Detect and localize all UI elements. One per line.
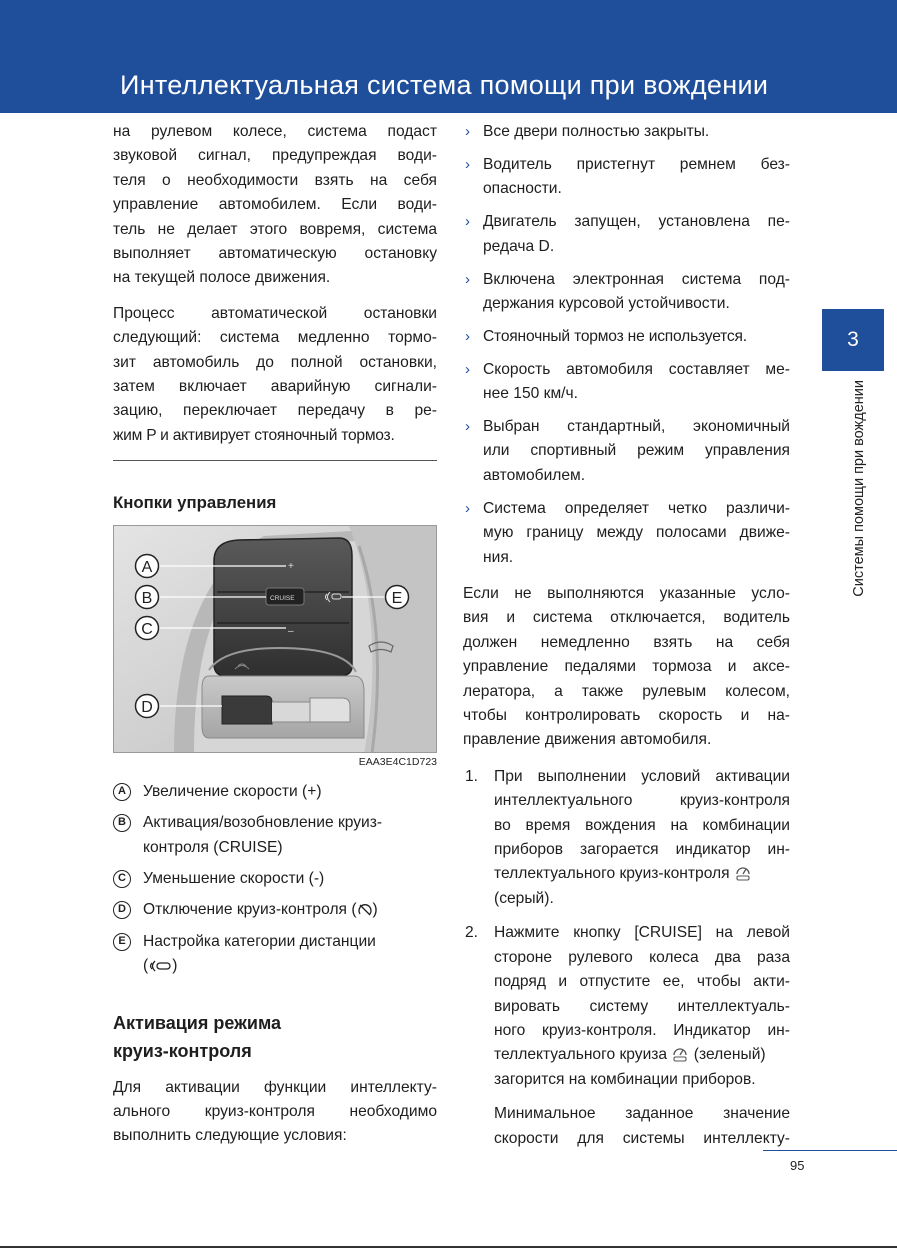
text-line: вировать систему интеллектуаль- bbox=[494, 997, 790, 1015]
text-line: Система определяет четко различи- bbox=[483, 499, 790, 517]
acc-indicator-green-icon bbox=[671, 1046, 689, 1062]
bullet-chevron-icon: › bbox=[465, 213, 470, 231]
text-line: теля о необходимости взять на себя bbox=[113, 171, 437, 189]
callout-c bbox=[136, 616, 159, 639]
text-line: Все двери полностью закрыты. bbox=[483, 123, 710, 140]
svg-text:E: E bbox=[391, 589, 403, 607]
legend-text-part: ) bbox=[372, 901, 378, 919]
step-1 bbox=[463, 765, 790, 911]
text-line: ния. bbox=[483, 548, 514, 566]
step-number: 2. bbox=[465, 924, 479, 942]
legend-text: Настройка категории дистанции bbox=[143, 932, 376, 950]
text-line: звуковой сигнал, предупреждая води- bbox=[113, 147, 437, 165]
text-line-part: теллектуального круиз-контроля bbox=[494, 865, 730, 883]
text-line: выполнить следующие условия: bbox=[113, 1127, 347, 1145]
text-line: выполняет автоматическую остановку bbox=[113, 245, 437, 263]
text-line: ного круиз-контроля. Индикатор ин- bbox=[494, 1021, 790, 1039]
step-number: 1. bbox=[465, 767, 479, 785]
text-line: подряд и отпустите ее, чтобы акти- bbox=[494, 973, 790, 991]
legend-item-d bbox=[113, 898, 437, 922]
text-line: на текущей полосе движения. bbox=[113, 269, 331, 287]
distance-setting-icon bbox=[148, 959, 172, 973]
text-line: ального круиз-контроля необходимо bbox=[113, 1102, 437, 1120]
right-column bbox=[463, 120, 790, 1151]
heading-line: Активация режима bbox=[113, 1012, 282, 1033]
text-line: управление педалями тормоза и аксе- bbox=[463, 658, 790, 676]
legend-letter: C bbox=[113, 870, 131, 888]
legend-text-part: ( bbox=[143, 957, 149, 975]
text-line: скорости для системы интеллекту- bbox=[494, 1129, 790, 1147]
paragraph-driver-takeover bbox=[463, 582, 790, 753]
controls-heading: Кнопки управления bbox=[113, 493, 277, 513]
minus-label: – bbox=[288, 625, 294, 637]
page-number: 95 bbox=[790, 1158, 805, 1173]
text-line: затем включает аварийную сигнали- bbox=[113, 378, 437, 396]
bullet-chevron-icon: › bbox=[465, 360, 470, 378]
legend-letter: E bbox=[113, 933, 131, 951]
text-line: зит автомобиль до полной остановки, bbox=[113, 353, 437, 371]
svg-text:C: C bbox=[141, 620, 153, 638]
text-line: зацию, переключает передачу в ре- bbox=[113, 402, 437, 420]
bullet-chevron-icon: › bbox=[465, 123, 470, 140]
legend-text bbox=[143, 954, 437, 978]
paragraph-auto-stop-process bbox=[113, 302, 437, 448]
legend-item-b bbox=[113, 811, 437, 860]
bullet-chevron-icon: › bbox=[465, 327, 470, 345]
heading-line: круиз-контроля bbox=[113, 1040, 252, 1061]
text-line: автомобилем. bbox=[483, 466, 586, 484]
text-line: Нажмите кнопку [CRUISE] на левой bbox=[494, 924, 790, 942]
cruise-button-label: CRUISE bbox=[270, 594, 295, 602]
text-line: держания курсовой устойчивости. bbox=[483, 294, 730, 312]
text-line bbox=[494, 862, 790, 886]
section-divider bbox=[113, 460, 437, 461]
text-line: управление автомобилем. Если води- bbox=[113, 196, 437, 214]
steering-buttons-figure bbox=[113, 525, 437, 753]
condition-item bbox=[463, 497, 790, 570]
callout-a bbox=[136, 554, 159, 577]
legend-text: Активация/возобновление круиз- bbox=[143, 814, 383, 832]
text-line: редача D. bbox=[483, 237, 555, 255]
page-title: Интеллектуальная система помощи при вождении bbox=[120, 70, 769, 100]
steering-buttons-illustration bbox=[114, 526, 437, 753]
text-line: жим P и активирует стояночный тормоз. bbox=[113, 426, 395, 444]
condition-item bbox=[463, 268, 790, 317]
text-line: тель не делает этого вовремя, система bbox=[113, 220, 437, 238]
bullet-chevron-icon: › bbox=[465, 270, 470, 288]
text-line: (серый). bbox=[494, 889, 554, 907]
text-line bbox=[494, 1043, 790, 1067]
text-line: вия и система отключается, водитель bbox=[463, 609, 790, 627]
legend-text: Уменьшение скорости (-) bbox=[143, 869, 325, 887]
text-line: Если не выполняются указанные усло- bbox=[463, 585, 790, 602]
text-line: интеллектуального круиз-контроля bbox=[494, 792, 790, 810]
left-column bbox=[113, 120, 437, 1149]
text-line: Выбран стандартный, экономичный bbox=[483, 418, 790, 436]
text-line: Скорость автомобиля составляет ме- bbox=[483, 360, 790, 378]
legend-letter: D bbox=[113, 901, 131, 919]
svg-text:D: D bbox=[141, 698, 153, 716]
acc-indicator-gray-icon bbox=[734, 865, 752, 881]
text-line: правление движения автомобиля. bbox=[463, 731, 712, 749]
legend-text: контроля (CRUISE) bbox=[143, 838, 283, 856]
text-line: должен немедленно взять на себя bbox=[463, 633, 790, 651]
text-line: нее 150 км/ч. bbox=[483, 385, 578, 403]
paragraph-activation-conditions bbox=[113, 1076, 437, 1149]
text-line: на рулевом колесе, система подаст bbox=[113, 123, 437, 140]
condition-item bbox=[463, 210, 790, 259]
callout-e bbox=[386, 585, 409, 608]
condition-item bbox=[463, 153, 790, 202]
text-line: Стояночный тормоз не используется. bbox=[483, 327, 747, 345]
figure-code: EAA3E4C1D723 bbox=[358, 755, 437, 768]
text-line: Двигатель запущен, установлена пе- bbox=[483, 213, 790, 231]
legend-letter: B bbox=[113, 814, 131, 832]
activation-heading bbox=[113, 1009, 437, 1065]
paragraph-no-hands-warning bbox=[113, 120, 437, 291]
chapter-tab: 3 bbox=[822, 309, 884, 371]
text-line: При выполнении условий активации bbox=[494, 767, 790, 785]
text-line: загорится на комбинации приборов. bbox=[494, 1070, 756, 1088]
condition-item bbox=[463, 358, 790, 407]
text-line: лератора, а также рулевым колесом, bbox=[463, 682, 790, 700]
text-line: во время вождения на комбинации bbox=[494, 816, 790, 834]
legend-text: Увеличение скорости (+) bbox=[143, 782, 322, 800]
text-line: опасности. bbox=[483, 180, 562, 198]
legend-letter: A bbox=[113, 783, 131, 801]
condition-item bbox=[463, 120, 790, 144]
bullet-chevron-icon: › bbox=[465, 418, 470, 436]
text-line: чтобы контролировать скорость и на- bbox=[463, 707, 790, 725]
text-line: Процесс автоматической остановки bbox=[113, 304, 437, 322]
text-line: или спортивный режим управления bbox=[483, 442, 790, 460]
condition-item bbox=[463, 415, 790, 488]
text-line: Включена электронная система под- bbox=[483, 270, 790, 288]
cruise-off-icon bbox=[357, 903, 373, 917]
text-line: стороне рулевого колеса два раза bbox=[494, 948, 790, 966]
footer-rule bbox=[763, 1150, 897, 1151]
condition-item bbox=[463, 325, 790, 349]
bullet-chevron-icon: › bbox=[465, 155, 470, 173]
text-line-part: теллектуального круиза bbox=[494, 1046, 668, 1064]
legend-item-c bbox=[113, 867, 437, 891]
controls-legend bbox=[113, 780, 437, 979]
page-header bbox=[0, 0, 897, 113]
legend-item-e bbox=[113, 930, 437, 979]
legend-text bbox=[143, 898, 437, 922]
text-line-part: (зеленый) bbox=[693, 1046, 766, 1064]
plus-label: + bbox=[288, 560, 294, 572]
text-line: Водитель пристегнут ремнем без- bbox=[483, 155, 790, 173]
text-line: мую границу между полосами движе- bbox=[483, 524, 790, 542]
legend-text-part: ) bbox=[172, 957, 178, 975]
text-line: приборов загорается индикатор ин- bbox=[494, 841, 790, 859]
text-line: Для активации функции интеллекту- bbox=[113, 1078, 437, 1096]
step-2 bbox=[463, 921, 790, 1092]
legend-item-a bbox=[113, 780, 437, 804]
text-line: следующий: система медленно тормо- bbox=[113, 329, 437, 347]
svg-text:B: B bbox=[141, 589, 153, 607]
chapter-side-title: Системы помощи при вождении bbox=[851, 380, 867, 597]
callout-b bbox=[136, 585, 159, 608]
bullet-chevron-icon: › bbox=[465, 499, 470, 517]
text-line: Минимальное заданное значение bbox=[494, 1105, 790, 1123]
legend-text-part: Отключение круиз-контроля ( bbox=[143, 901, 357, 919]
paragraph-min-speed bbox=[463, 1102, 790, 1151]
svg-text:A: A bbox=[141, 558, 153, 576]
callout-d bbox=[136, 694, 159, 717]
